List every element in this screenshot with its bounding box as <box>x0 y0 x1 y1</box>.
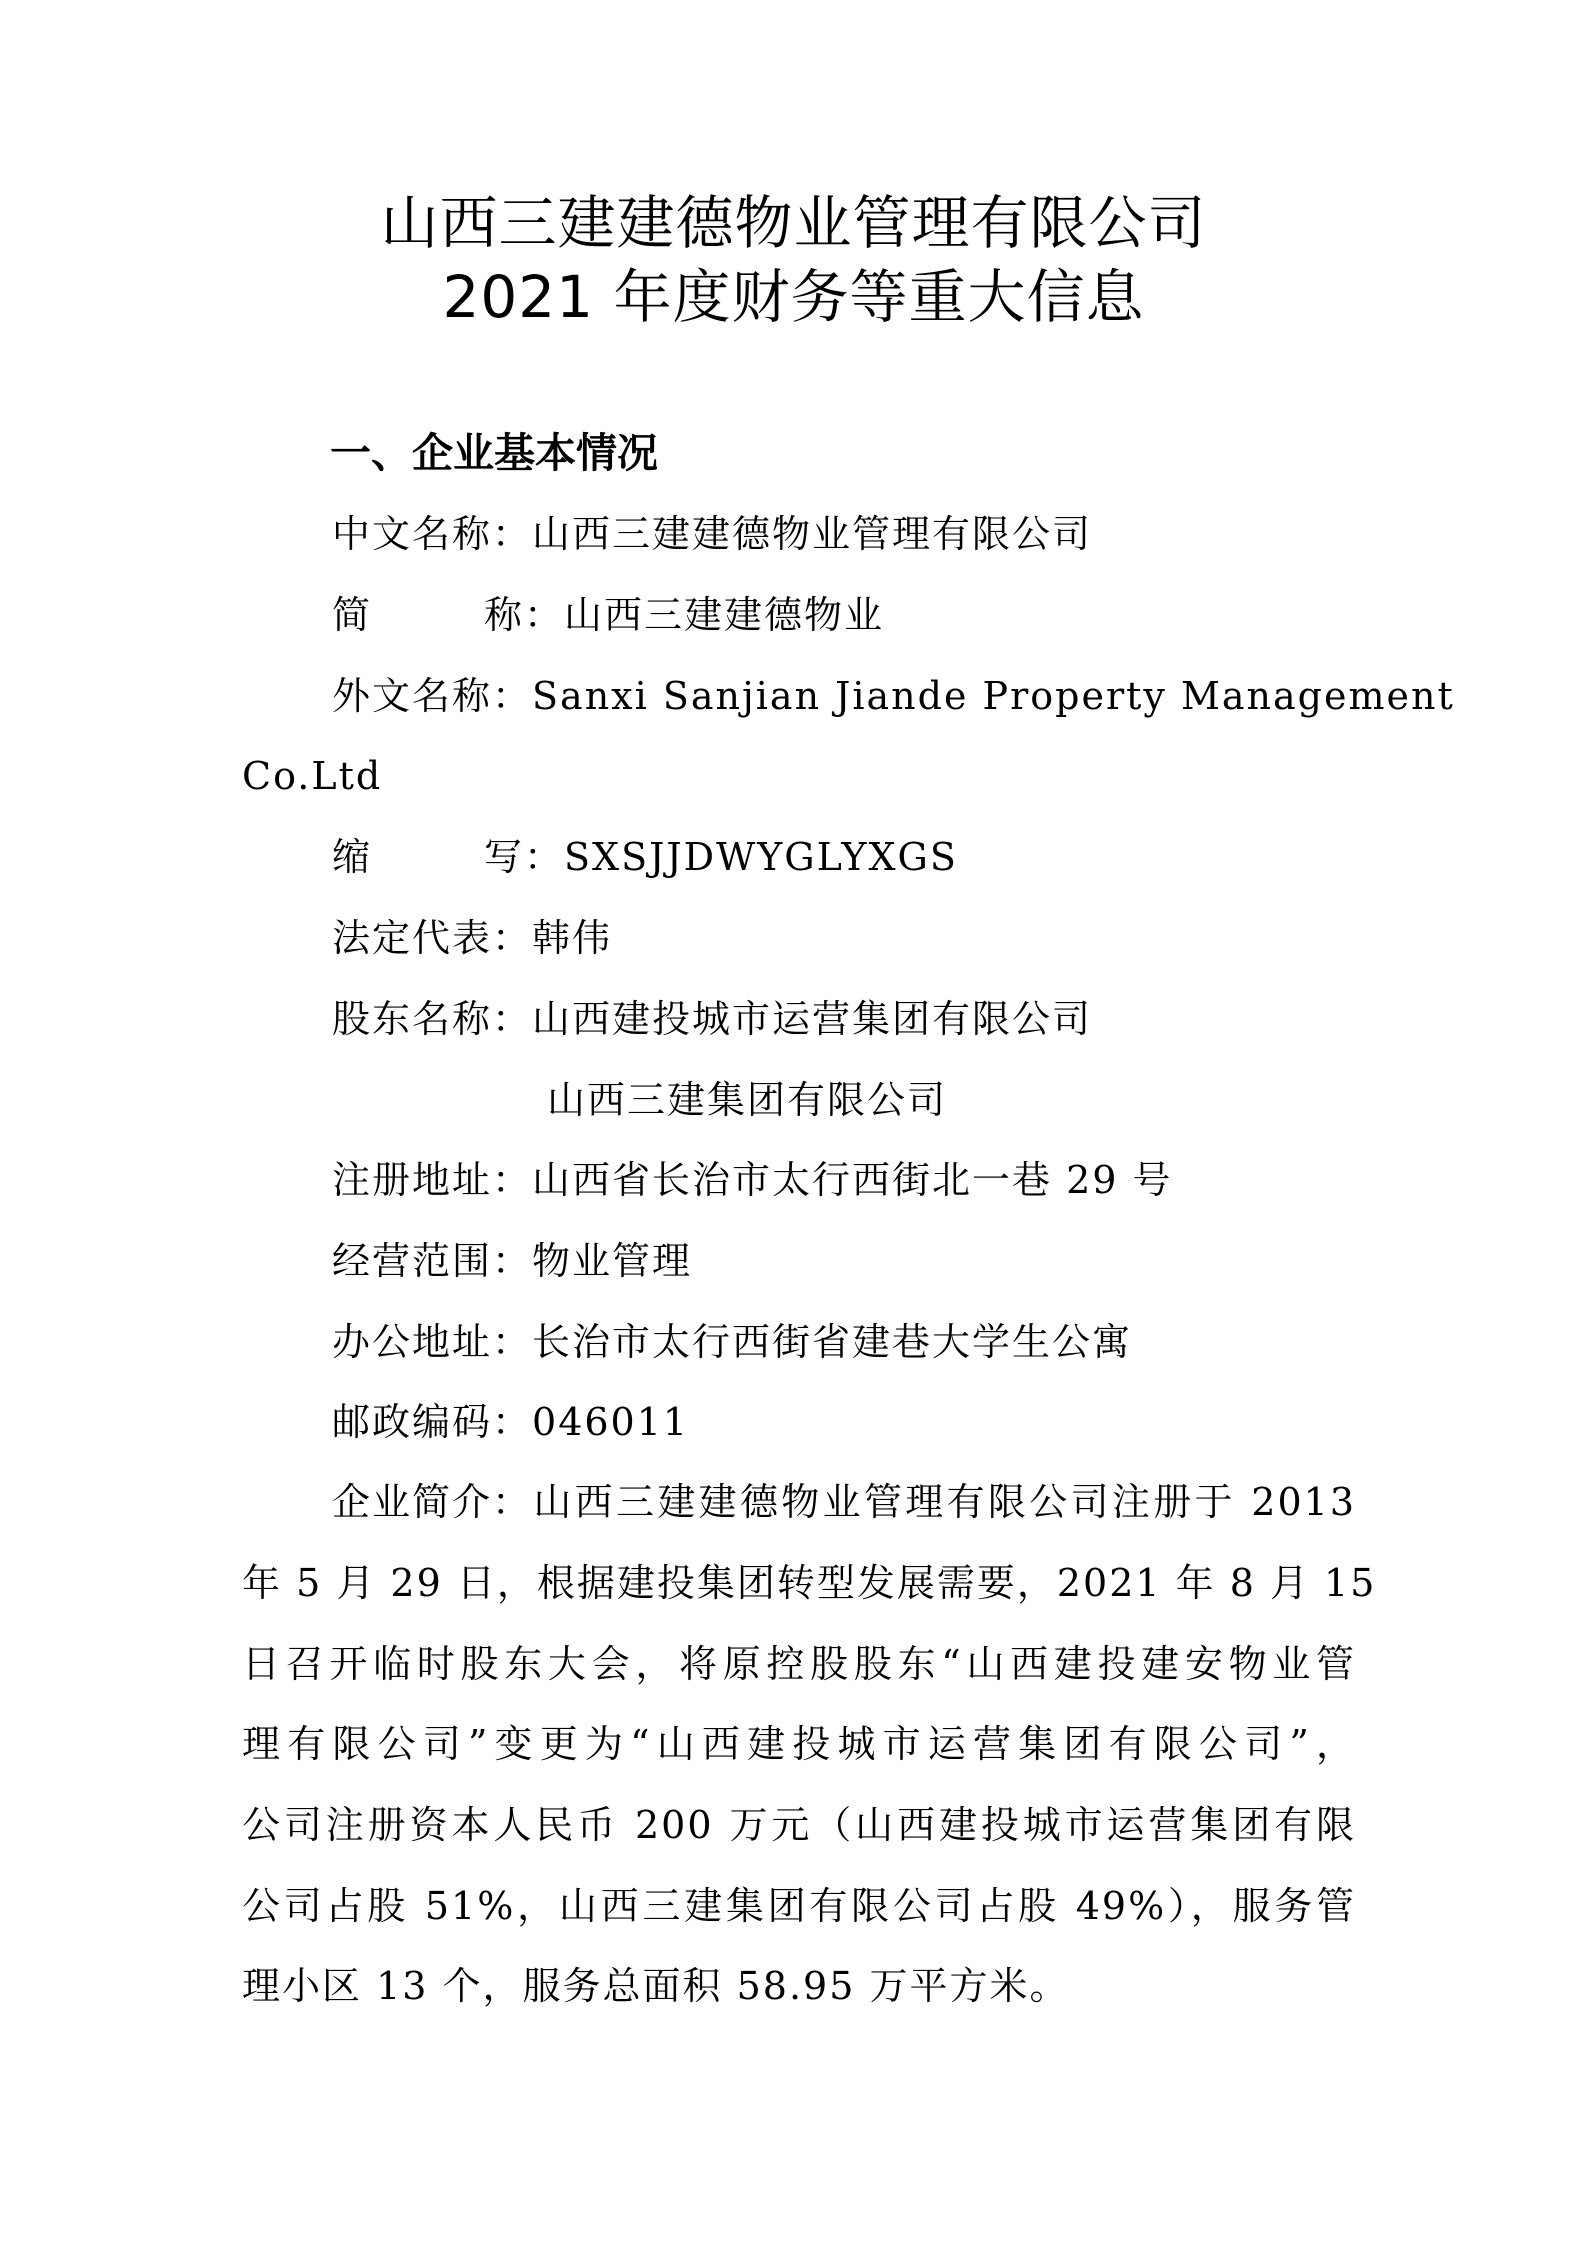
document-title-line2: 2021 年度财务等重大信息 <box>442 263 1145 331</box>
field-short-name <box>332 590 884 640</box>
profile-line-2: 年 5 月 29 日，根据建投集团转型发展需要，2021 年 8 月 15 <box>242 1561 1377 1605</box>
field-business-scope <box>332 1236 692 1286</box>
profile-line-1 <box>332 1477 1356 1527</box>
field-label: 邮政编码： <box>332 1400 533 1444</box>
profile-text: 山西三建建德物业管理有限公司注册于 2013 <box>532 1480 1356 1524</box>
section-heading: 一、企业基本情况 <box>330 429 658 477</box>
field-foreign-name <box>332 671 1455 721</box>
profile-line-6: 公司占股 51%，山西三建集团有限公司占股 49%），服务管 <box>242 1884 1356 1928</box>
profile-line-5: 公司注册资本人民币 200 万元（山西建投城市运营集团有限 <box>242 1803 1356 1847</box>
field-label: 经营范围： <box>332 1239 533 1283</box>
field-value: 韩伟 <box>532 916 613 960</box>
field-label: 法定代表： <box>332 916 533 960</box>
field-value: 山西省长治市太行西街北一巷 29 号 <box>532 1158 1173 1202</box>
field-value: 长治市太行西街省建巷大学生公寓 <box>532 1320 1133 1364</box>
field-legal-rep <box>332 913 612 963</box>
field-label: 称： <box>484 593 565 637</box>
field-label: 办公地址： <box>332 1320 533 1364</box>
field-value: 物业管理 <box>532 1239 693 1283</box>
field-label: 简 <box>332 593 373 637</box>
field-abbreviation <box>332 832 958 882</box>
field-label: 缩 <box>332 835 373 879</box>
field-shareholders <box>332 994 1092 1044</box>
field-registered-address <box>332 1155 1173 1205</box>
field-value: 山西建投城市运营集团有限公司 <box>532 997 1093 1041</box>
field-value: 046011 <box>532 1400 690 1444</box>
field-label: 外文名称： <box>332 674 533 718</box>
field-value: SXSJJDWYGLYXGS <box>564 835 958 879</box>
document-title-line1: 山西三建建德物业管理有限公司 <box>380 189 1207 257</box>
field-office-address <box>332 1317 1132 1367</box>
field-foreign-name-cont: Co.Ltd <box>242 754 383 798</box>
profile-line-3: 日召开临时股东大会，将原控股股东“山西建投建安物业管 <box>242 1642 1356 1686</box>
field-postal-code <box>332 1397 689 1447</box>
field-label: 中文名称： <box>332 512 533 556</box>
field-value: 山西三建建德物业 <box>564 593 885 637</box>
field-value: 山西三建建德物业管理有限公司 <box>532 512 1093 556</box>
field-shareholder-2: 山西三建集团有限公司 <box>547 1078 948 1122</box>
profile-line-4: 理有限公司”变更为“山西建投城市运营集团有限公司”， <box>242 1722 1356 1766</box>
field-label: 写： <box>484 835 565 879</box>
field-label: 企业简介： <box>332 1480 533 1524</box>
field-chinese-name <box>332 509 1092 559</box>
field-value: Sanxi Sanjian Jiande Property Management <box>532 674 1455 718</box>
field-label: 注册地址： <box>332 1158 533 1202</box>
field-label: 股东名称： <box>332 997 533 1041</box>
profile-line-7: 理小区 13 个，服务总面积 58.95 万平方米。 <box>242 1964 1070 2008</box>
